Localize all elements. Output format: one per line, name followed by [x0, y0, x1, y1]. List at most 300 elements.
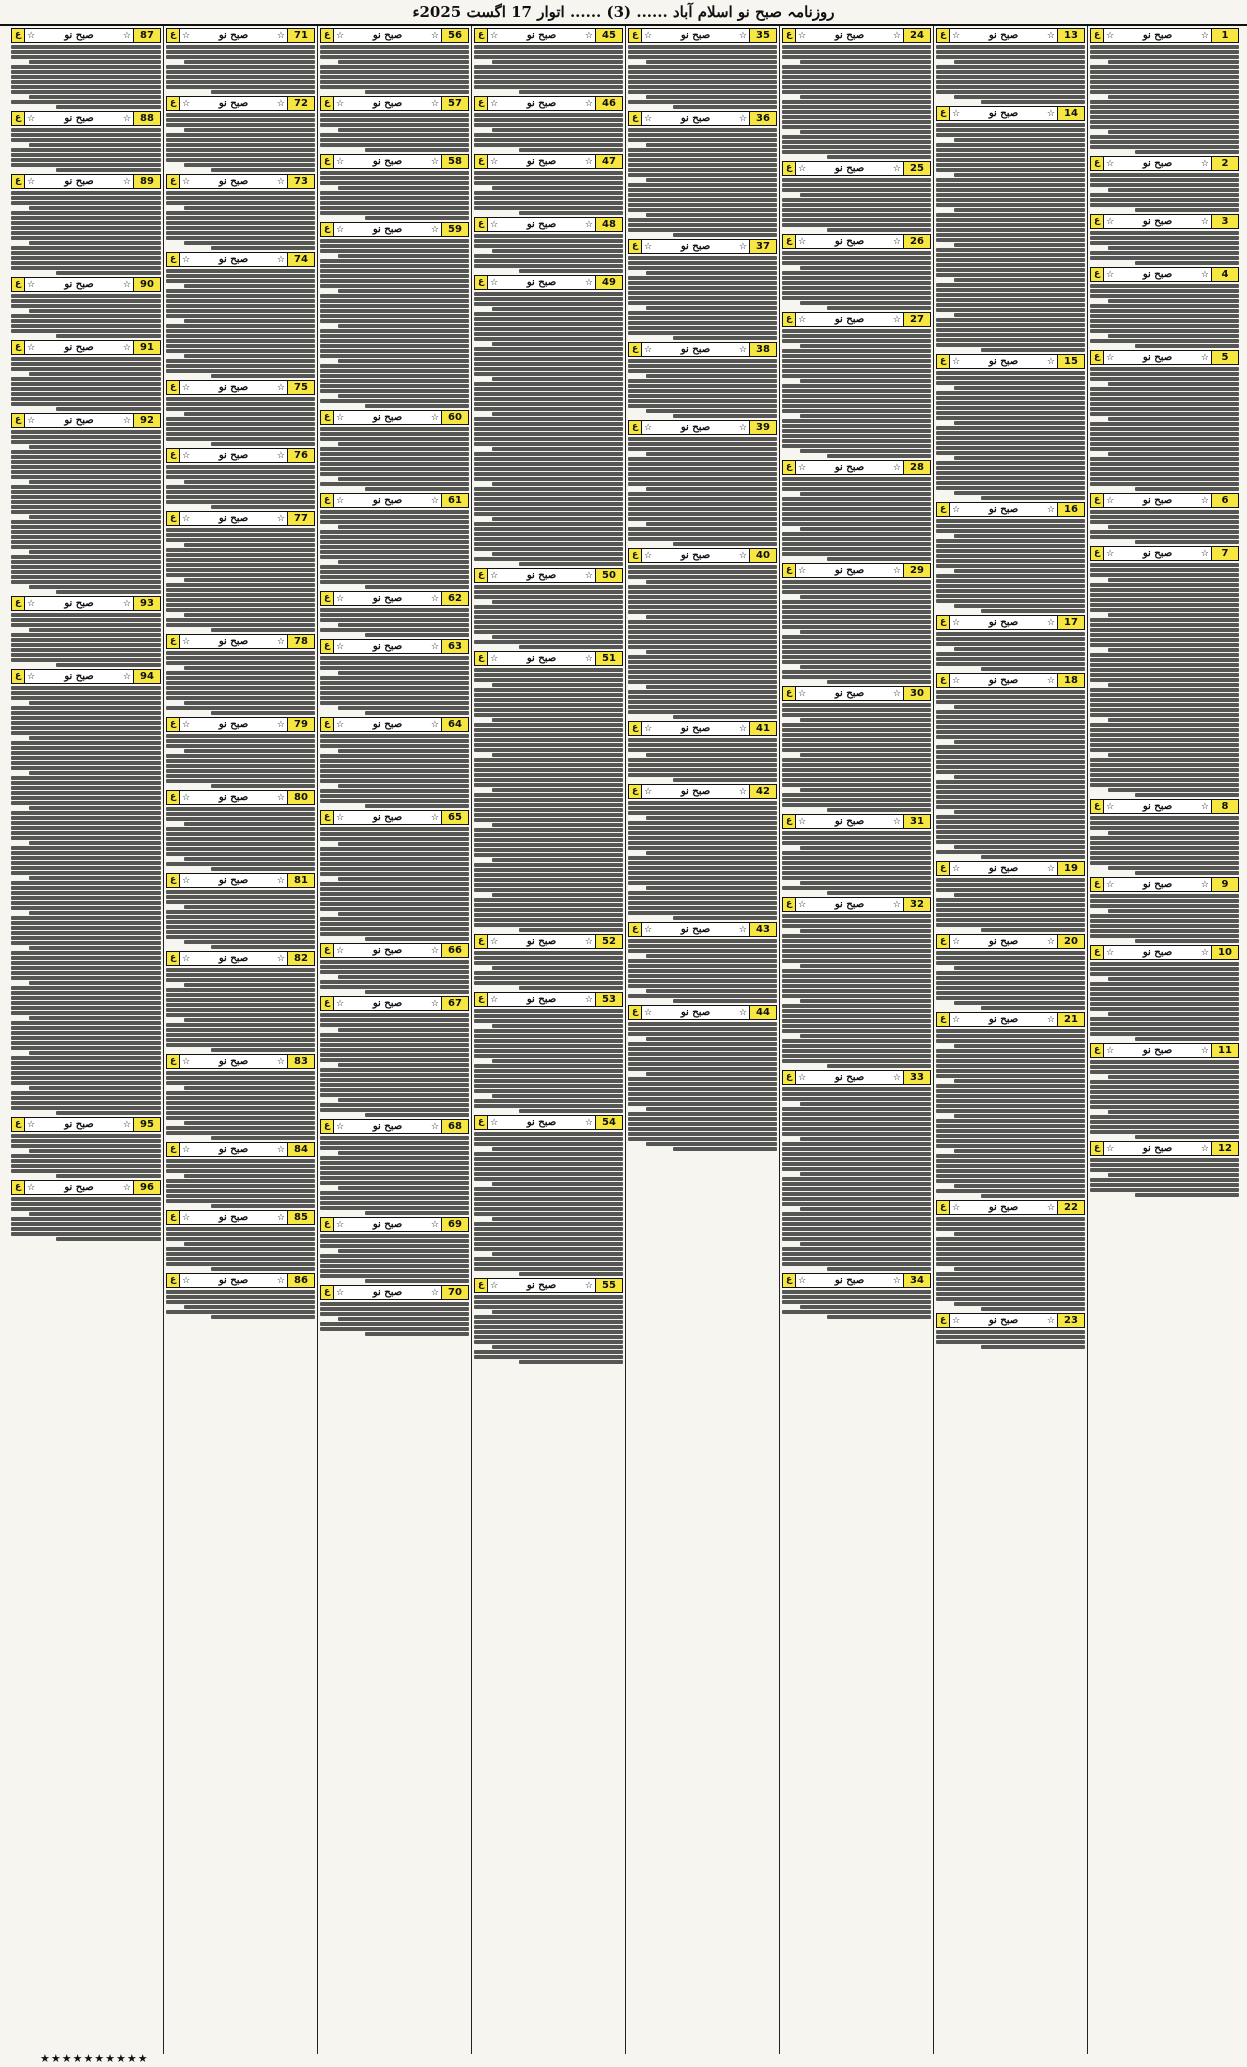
- text-line: [11, 530, 161, 534]
- text-line: [1090, 236, 1239, 240]
- text-line: [1090, 1100, 1239, 1104]
- text-line: [782, 1092, 931, 1096]
- text-line: [628, 1052, 777, 1056]
- text-line: [320, 399, 469, 403]
- brand-logo-icon: ع: [167, 952, 180, 965]
- text-line: [474, 758, 623, 762]
- text-line: [628, 768, 777, 772]
- text-line: [1090, 583, 1239, 587]
- text-line: [954, 1184, 1085, 1188]
- text-line: [800, 95, 931, 99]
- text-line: [320, 837, 469, 841]
- text-line: [11, 226, 161, 230]
- text-line: [628, 758, 777, 762]
- text-line: [11, 836, 161, 840]
- brand-logo-icon: ع: [937, 355, 950, 368]
- brand-logo-icon: ع: [1091, 1142, 1104, 1155]
- brand-logo-icon: ع: [167, 449, 180, 462]
- text-line: [474, 1325, 623, 1329]
- text-line: [1090, 638, 1239, 642]
- text-line: [628, 1132, 777, 1136]
- ad-header: [474, 154, 623, 169]
- text-line: [646, 178, 777, 182]
- text-line: [936, 1330, 1085, 1334]
- text-line: [320, 852, 469, 856]
- text-line: [474, 1222, 623, 1226]
- ad-brand: صبح نو: [218, 1275, 249, 1286]
- text-line: [628, 625, 777, 629]
- text-line: [11, 565, 161, 569]
- text-line: [166, 993, 315, 997]
- text-line: [936, 391, 1085, 395]
- ad-number: 90: [133, 278, 160, 291]
- ad-header: [628, 922, 777, 937]
- star-icon: ☆: [122, 113, 131, 124]
- ad-item-94: [11, 667, 161, 1115]
- text-line: [211, 711, 315, 715]
- ad-header: [936, 106, 1085, 121]
- text-line: [936, 203, 1085, 207]
- text-line: [166, 1184, 315, 1188]
- text-line: [11, 653, 161, 657]
- ad-header: [320, 28, 469, 43]
- star-icon: ☆: [1200, 495, 1209, 506]
- text-line: [1135, 261, 1239, 265]
- text-line: [56, 407, 161, 411]
- text-line: [56, 105, 161, 109]
- text-line: [646, 851, 777, 855]
- brand-logo-icon: ع: [321, 1286, 334, 1299]
- text-line: [320, 1073, 469, 1077]
- text-line: [11, 465, 161, 469]
- text-line: [1090, 929, 1239, 933]
- text-line: [474, 763, 623, 767]
- text-line: [11, 791, 161, 795]
- text-line: [936, 1164, 1085, 1168]
- text-line: [628, 1137, 777, 1141]
- text-line: [936, 1064, 1085, 1068]
- text-line: [782, 1300, 931, 1304]
- ad-brand: صبح نو: [680, 113, 711, 124]
- text-line: [936, 657, 1085, 661]
- text-line: [782, 208, 931, 212]
- star-icon: ☆: [1106, 352, 1115, 363]
- text-line: [936, 1094, 1085, 1098]
- star-icon: ☆: [1106, 879, 1115, 890]
- text-line: [320, 457, 469, 461]
- text-line: [474, 793, 623, 797]
- text-line: [628, 203, 777, 207]
- ad-body-text: [474, 1009, 623, 1113]
- text-line: [936, 690, 1085, 694]
- text-line: [474, 918, 623, 922]
- text-line: [166, 920, 315, 924]
- text-line: [954, 1149, 1085, 1153]
- ad-brand: صبح نو: [680, 786, 711, 797]
- text-line: [11, 70, 161, 74]
- text-line: [628, 763, 777, 767]
- ad-header: [166, 951, 315, 966]
- ad-item-13: [936, 26, 1085, 104]
- text-line: [11, 251, 161, 255]
- text-line: [782, 140, 931, 144]
- text-line: [981, 1194, 1085, 1198]
- text-line: [320, 1013, 469, 1017]
- text-line: [782, 1295, 931, 1299]
- star-icon: ☆: [276, 1056, 285, 1067]
- text-line: [782, 251, 931, 255]
- star-icon: ☆: [27, 342, 36, 353]
- text-line: [11, 490, 161, 494]
- text-line: [1108, 1173, 1239, 1177]
- ad-brand: صبح نو: [372, 998, 403, 1009]
- text-line: [166, 603, 315, 607]
- text-line: [954, 421, 1085, 425]
- ad-item-40: [628, 546, 777, 719]
- ad-header: [166, 1210, 315, 1225]
- text-line: [782, 296, 931, 300]
- text-line: [166, 123, 315, 127]
- text-line: [628, 979, 777, 983]
- text-line: [11, 440, 161, 444]
- text-line: [628, 690, 777, 694]
- ad-body-text: [936, 690, 1085, 859]
- text-line: [646, 650, 777, 654]
- text-line: [954, 208, 1085, 212]
- ad-header: [166, 1142, 315, 1157]
- text-line: [338, 186, 469, 190]
- text-line: [11, 1081, 161, 1085]
- text-line: [492, 1024, 623, 1028]
- text-line: [166, 349, 315, 353]
- text-line: [782, 738, 931, 742]
- text-line: [320, 980, 469, 984]
- ad-number: 42: [749, 785, 776, 798]
- text-line: [211, 945, 315, 949]
- text-line: [320, 294, 469, 298]
- text-line: [628, 901, 777, 905]
- text-line: [320, 1239, 469, 1243]
- star-icon: ☆: [584, 98, 593, 109]
- text-line: [320, 467, 469, 471]
- text-line: [1090, 377, 1239, 381]
- text-line: [628, 65, 777, 69]
- text-line: [320, 575, 469, 579]
- star-icon: ☆: [27, 176, 36, 187]
- star-icon: ☆: [1106, 216, 1115, 227]
- text-line: [936, 1287, 1085, 1291]
- text-line: [166, 573, 315, 577]
- ad-brand: صبح نو: [218, 513, 249, 524]
- text-line: [1108, 130, 1239, 134]
- text-line: [11, 1001, 161, 1005]
- text-line: [673, 999, 777, 1003]
- ad-number: 91: [133, 341, 160, 354]
- star-icon: ☆: [336, 1121, 345, 1132]
- text-line: [646, 886, 777, 890]
- star-icon: ☆: [584, 30, 593, 41]
- text-line: [166, 769, 315, 773]
- text-line: [166, 1257, 315, 1261]
- text-line: [936, 168, 1085, 172]
- text-line: [11, 50, 161, 54]
- text-line: [492, 1094, 623, 1098]
- text-line: [936, 986, 1085, 990]
- text-line: [166, 568, 315, 572]
- text-line: [800, 379, 931, 383]
- text-line: [211, 628, 315, 632]
- text-line: [1090, 173, 1239, 177]
- text-line: [800, 1137, 931, 1141]
- text-line: [474, 1089, 623, 1093]
- text-line: [338, 1098, 469, 1102]
- text-line: [1108, 1012, 1239, 1016]
- text-line: [320, 211, 469, 215]
- text-line: [936, 1129, 1085, 1133]
- text-line: [782, 1112, 931, 1116]
- text-line: [474, 407, 623, 411]
- ad-header: [166, 790, 315, 805]
- text-line: [184, 1121, 315, 1125]
- text-line: [320, 1322, 469, 1326]
- ad-item-62: [320, 589, 469, 637]
- ad-number: 22: [1057, 1201, 1084, 1214]
- ad-number: 78: [287, 635, 314, 648]
- text-line: [56, 271, 161, 275]
- ad-number: 57: [441, 97, 468, 110]
- text-line: [474, 502, 623, 506]
- text-line: [954, 647, 1085, 651]
- ad-header: [936, 1313, 1085, 1328]
- text-line: [936, 878, 1085, 882]
- text-line: [492, 635, 623, 639]
- text-line: [320, 832, 469, 836]
- text-line: [474, 487, 623, 491]
- text-line: [11, 460, 161, 464]
- ad-header: [936, 28, 1085, 43]
- text-line: [29, 1051, 161, 1055]
- text-line: [782, 919, 931, 923]
- text-line: [320, 389, 469, 393]
- ad-item-90: [11, 275, 161, 338]
- text-line: [184, 1242, 315, 1246]
- text-line: [936, 431, 1085, 435]
- text-line: [1108, 866, 1239, 870]
- text-line: [166, 495, 315, 499]
- ad-brand: صبح نو: [680, 30, 711, 41]
- text-line: [56, 1174, 161, 1178]
- star-icon: ☆: [27, 1119, 36, 1130]
- text-line: [1090, 457, 1239, 461]
- text-line: [11, 786, 161, 790]
- text-line: [782, 949, 931, 953]
- ad-brand: صبح نو: [1142, 1143, 1173, 1154]
- text-line: [936, 228, 1085, 232]
- text-line: [936, 755, 1085, 759]
- text-line: [320, 244, 469, 248]
- text-line: [492, 600, 623, 604]
- text-line: [11, 1046, 161, 1050]
- text-line: [338, 1186, 469, 1190]
- text-line: [782, 276, 931, 280]
- text-line: [936, 1159, 1085, 1163]
- star-icon: ☆: [27, 598, 36, 609]
- ad-item-20: [936, 932, 1085, 1010]
- star-icon: ☆: [336, 495, 345, 506]
- text-line: [936, 308, 1085, 312]
- star-icon: ☆: [276, 450, 285, 461]
- text-line: [1090, 515, 1239, 519]
- text-line: [519, 148, 623, 152]
- ad-number: 17: [1057, 616, 1084, 629]
- text-line: [474, 1340, 623, 1344]
- text-line: [474, 181, 623, 185]
- text-line: [1090, 387, 1239, 391]
- ad-number: 4: [1211, 268, 1238, 281]
- star-icon: ☆: [276, 513, 285, 524]
- ad-number: 45: [595, 29, 622, 42]
- ad-header: [11, 174, 161, 189]
- text-line: [474, 80, 623, 84]
- text-line: [981, 1006, 1085, 1010]
- text-line: [211, 867, 315, 871]
- text-line: [166, 1189, 315, 1193]
- brand-logo-icon: ع: [321, 97, 334, 110]
- ad-brand: صبح نو: [988, 1014, 1019, 1025]
- text-line: [782, 1152, 931, 1156]
- text-line: [474, 234, 623, 238]
- text-line: [474, 803, 623, 807]
- text-line: [166, 1023, 315, 1027]
- ad-header: [320, 96, 469, 111]
- text-line: [320, 171, 469, 175]
- text-line: [320, 608, 469, 612]
- ad-number: 48: [595, 218, 622, 231]
- text-line: [166, 364, 315, 368]
- text-line: [936, 700, 1085, 704]
- text-line: [166, 1252, 315, 1256]
- ad-body-text: [11, 430, 161, 594]
- text-line: [800, 1102, 931, 1106]
- ad-header: [628, 28, 777, 43]
- text-line: [936, 780, 1085, 784]
- text-line: [936, 1054, 1085, 1058]
- ad-body-text: [936, 1029, 1085, 1198]
- text-line: [519, 928, 623, 932]
- text-line: [936, 1257, 1085, 1261]
- text-line: [365, 1113, 469, 1117]
- text-line: [29, 911, 161, 915]
- brand-logo-icon: ع: [321, 811, 334, 824]
- text-line: [320, 427, 469, 431]
- star-icon: ☆: [584, 219, 593, 230]
- text-line: [1135, 150, 1239, 154]
- brand-logo-icon: ع: [12, 341, 25, 354]
- text-line: [474, 332, 623, 336]
- text-line: [474, 1187, 623, 1191]
- ad-number: 21: [1057, 1013, 1084, 1026]
- ad-body-text: [320, 734, 469, 808]
- text-line: [782, 969, 931, 973]
- text-line: [474, 813, 623, 817]
- text-line: [628, 359, 777, 363]
- text-line: [936, 584, 1085, 588]
- ad-brand: صبح نو: [372, 495, 403, 506]
- text-line: [646, 95, 777, 99]
- text-line: [782, 924, 931, 928]
- text-line: [166, 344, 315, 348]
- text-line: [628, 286, 777, 290]
- text-line: [646, 374, 777, 378]
- ad-brand: صبح نو: [1142, 495, 1173, 506]
- text-line: [474, 723, 623, 727]
- text-line: [11, 996, 161, 1000]
- brand-logo-icon: ع: [321, 411, 334, 424]
- text-line: [474, 477, 623, 481]
- brand-logo-icon: ع: [321, 592, 334, 605]
- text-line: [1108, 909, 1239, 913]
- ad-header: [1090, 350, 1239, 365]
- ad-brand: صبح نو: [834, 30, 865, 41]
- ad-brand: صبح نو: [1142, 947, 1173, 958]
- ad-item-48: [474, 215, 623, 273]
- text-line: [673, 715, 777, 719]
- text-line: [782, 585, 931, 589]
- star-icon: ☆: [1046, 30, 1055, 41]
- text-line: [166, 432, 315, 436]
- text-line: [981, 667, 1085, 671]
- text-line: [1090, 530, 1239, 534]
- ad-header: [628, 342, 777, 357]
- text-line: [827, 1064, 931, 1068]
- ad-number: 72: [287, 97, 314, 110]
- text-line: [782, 70, 931, 74]
- text-line: [782, 542, 931, 546]
- text-line: [320, 374, 469, 378]
- text-line: [782, 1167, 931, 1171]
- text-line: [782, 713, 931, 717]
- text-line: [782, 866, 931, 870]
- text-line: [166, 1131, 315, 1135]
- text-line: [936, 263, 1085, 267]
- text-line: [166, 153, 315, 157]
- text-line: [646, 306, 777, 310]
- text-line: [320, 1136, 469, 1140]
- text-line: [673, 414, 777, 418]
- star-icon: ☆: [1046, 356, 1055, 367]
- text-line: [320, 432, 469, 436]
- ad-number: 49: [595, 276, 622, 289]
- text-line: [800, 753, 931, 757]
- text-line: [1090, 894, 1239, 898]
- text-line: [474, 1237, 623, 1241]
- star-icon: ☆: [644, 786, 653, 797]
- text-line: [11, 801, 161, 805]
- text-line: [628, 70, 777, 74]
- text-line: [166, 1013, 315, 1017]
- text-line: [338, 877, 469, 881]
- star-icon: ☆: [430, 495, 439, 506]
- ad-body-text: [11, 686, 161, 1115]
- text-line: [166, 935, 315, 939]
- text-line: [474, 264, 623, 268]
- text-line: [166, 143, 315, 147]
- text-line: [936, 376, 1085, 380]
- text-line: [11, 731, 161, 735]
- ad-body-text: [1090, 284, 1239, 348]
- text-line: [936, 1059, 1085, 1063]
- ad-brand: صبح نو: [218, 1144, 249, 1155]
